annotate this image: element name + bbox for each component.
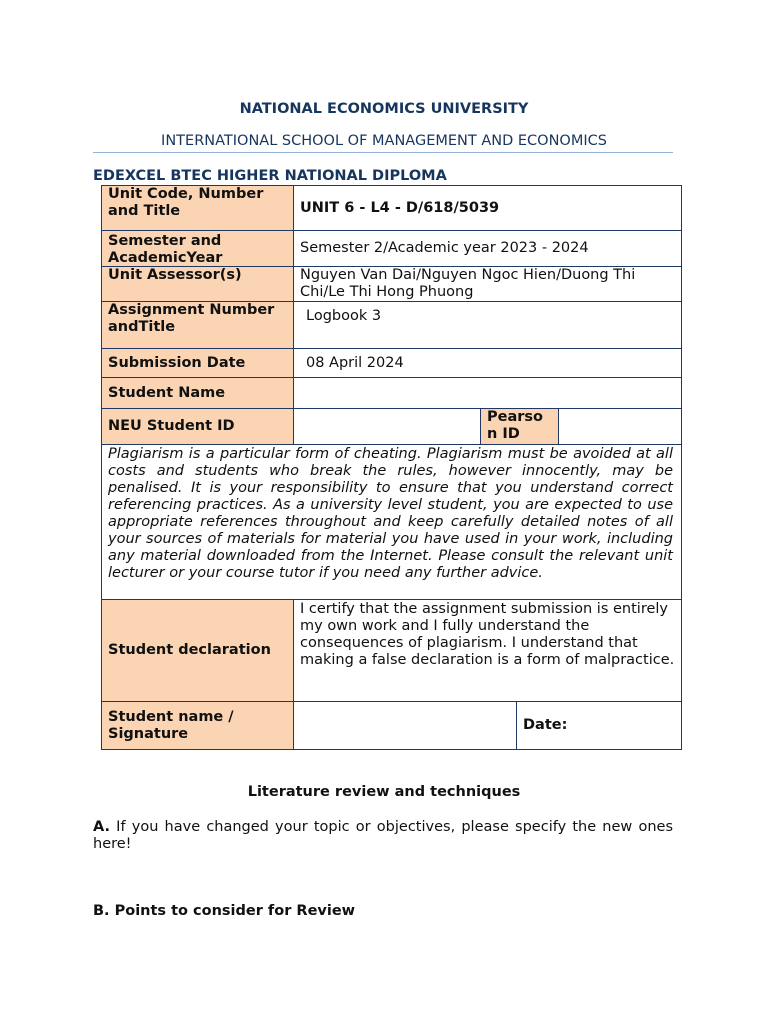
semester-value: Semester 2/Academic year 2023 - 2024: [293, 230, 682, 267]
signature-label: Student name / Signature: [101, 701, 294, 750]
diploma-title: EDEXCEL BTEC HIGHER NATIONAL DIPLOMA: [93, 168, 447, 184]
student-declaration-label: Student declaration: [101, 599, 294, 702]
section-a-paragraph: [93, 819, 673, 853]
assignment-value: Logbook 3: [293, 301, 682, 349]
neu-student-id-value: [293, 408, 481, 445]
submission-date-label: Submission Date: [101, 348, 294, 378]
submission-date-value: 08 April 2024: [293, 348, 682, 378]
student-name-label: Student Name: [101, 377, 294, 409]
header-divider: [93, 152, 673, 153]
signature-value: [293, 701, 517, 750]
pearson-id-label: Pearso n ID: [480, 408, 559, 445]
date-label: Date:: [516, 701, 682, 750]
university-title: NATIONAL ECONOMICS UNIVERSITY: [239, 101, 529, 117]
school-title: INTERNATIONAL SCHOOL OF MANAGEMENT AND ECONOMICS: [161, 133, 607, 149]
unit-code-label: Unit Code, Number and Title: [101, 185, 294, 231]
assessor-label: Unit Assessor(s): [101, 266, 294, 302]
semester-label: Semester and AcademicYear: [101, 230, 294, 267]
student-declaration-text: I certify that the assignment submission is entirely my own work and I fully understand the consequences of plagiarism. I understand that making a false declaration is a form of malpractice.: [293, 599, 682, 702]
plagiarism-notice: Plagiarism is a particular form of cheating. Plagiarism must be avoided at all costs and students who break the rules, however innocently, may be penalised. It is your responsibility to ensure that you understand correct referencing practices. As a university level student, you are expected to use appropriate references throughout and keep carefully detailed notes of all your sources of materials for material you have used in your work, including any material downloaded from the Internet. Please consult the relevant unit lecturer or your course tutor if you need any further advice.: [101, 444, 682, 600]
assignment-label: Assignment Number andTitle: [101, 301, 294, 349]
assessor-value: Nguyen Van Dai/Nguyen Ngoc Hien/Duong Thi Chi/Le Thi Hong Phuong: [293, 266, 682, 302]
section-b-heading: B. Points to consider for Review: [93, 903, 356, 919]
section-a-marker: A.: [93, 819, 110, 835]
section-a-text: If you have changed your topic or objectives, please specify the new ones here!: [93, 819, 673, 852]
student-name-value: [293, 377, 682, 409]
pearson-id-value: [558, 408, 682, 445]
section-title: Literature review and techniques: [247, 784, 521, 800]
neu-student-id-label: NEU Student ID: [101, 408, 294, 445]
unit-code-value: UNIT 6 - L4 - D/618/5039: [293, 185, 682, 231]
